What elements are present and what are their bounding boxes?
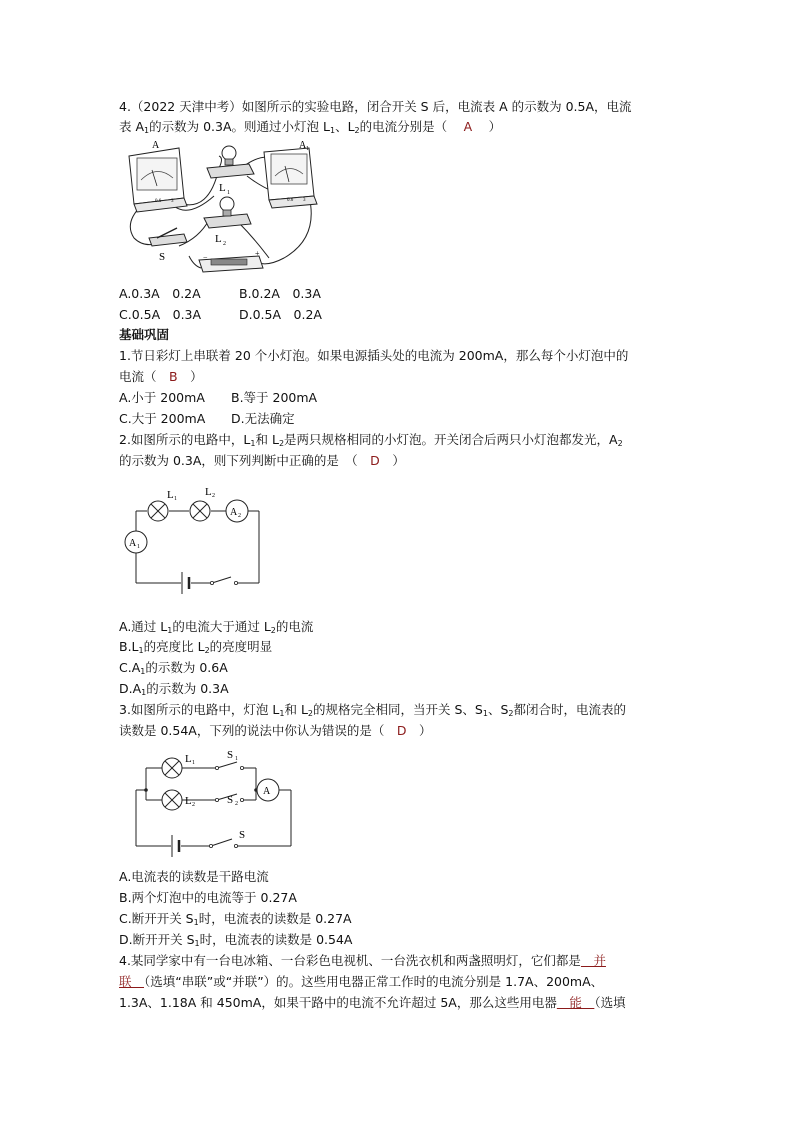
svg-text:0.6: 0.6 [287,198,294,203]
svg-text:S: S [159,251,166,263]
svg-text:3: 3 [303,198,306,203]
q3-switch-s1 [215,749,243,770]
q2-option-c: $C.A_1$的示数为 0.6A [119,660,228,676]
q2-option-d: $D.A_1$的示数为 0.3A [119,681,229,697]
svg-text:1: 1 [227,190,230,196]
q3-line2: 读数是 0.54A，下列的说法中你认为错误的是（ D ） [119,723,432,738]
ammeter-a [129,140,187,212]
q3-switch-s2 [215,794,243,807]
section-title: 基础巩固 [119,327,170,342]
q2-line2: 的示数为 0.3A，则下列判断中正确的是 （ D ） [119,453,405,468]
svg-text:1: 1 [306,146,309,152]
svg-text:S: S [227,749,234,761]
bulb-l1 [207,146,254,196]
q4-line1: 4.某同学家中有一台电冰箱、一台彩色电视机、一台洗衣机和两盏照明灯，它们都是 并 [119,953,606,968]
svg-text:2: 2 [212,493,215,499]
q4-top-circuit-figure [119,138,329,278]
svg-text:L: L [205,486,212,498]
q2-ammeter-a1 [125,531,147,553]
svg-text:3: 3 [171,199,174,204]
svg-text:L: L [185,795,192,807]
q2-line1: 2.如图所示的电路中，$L_1$和 $L_2$是两只规格相同的小灯泡。开关闭合后两只小灯泡都发光，$A_2$ [119,432,623,448]
q3-ammeter [257,779,279,801]
svg-text:2: 2 [235,801,238,807]
q3-lamp-l2 [162,790,195,810]
svg-text:2: 2 [192,802,195,808]
svg-text:1: 1 [192,760,195,766]
q3-option-a: A.电流表的读数是干路电流 [119,869,269,884]
q2-lamp-l1 [148,489,177,521]
q4-top-line1: 4.（2022 天津中考）如图所示的实验电路，闭合开关 S 后，电流表 A 的示数为 0.5A，电流 [119,99,632,114]
svg-text:L: L [219,182,226,194]
svg-text:2: 2 [238,513,241,519]
q4-blank1-cont: 联 [119,974,145,989]
q3-option-b: B.两个灯泡中的电流等于 0.27A [119,890,297,905]
q3-lamp-l1 [162,753,195,778]
q4-blank2: 能 [556,995,595,1010]
svg-text:L: L [215,233,222,245]
bulb-l2 [204,197,251,247]
svg-text:A: A [230,507,238,518]
q1-answer: B [169,369,178,384]
svg-text:S: S [239,829,246,841]
q3-option-d: D.断开开关 $S_1$时，电流表的读数是 0.54A [119,932,353,948]
svg-text:S: S [227,794,234,806]
q2-answer: D [370,453,380,468]
q3-battery [172,835,179,857]
q4-top-options-row1: A.0.3A 0.2A B.0.2A 0.3A [119,286,321,301]
svg-text:1: 1 [235,756,238,762]
q2-circuit-figure [119,483,269,608]
svg-text:L: L [185,753,192,765]
q2-option-a: A.通过 $L_1$的电流大于通过 $L_2$的电流 [119,619,314,635]
battery [199,249,263,272]
q4-line2: 联 （选填“串联”或“并联”）的。这些用电器正常工作时的电流分别是 1.7A、200mA、 [119,974,604,989]
svg-text:1: 1 [174,496,177,502]
svg-text:1: 1 [137,544,140,550]
q4-line3: 1.3A、1.18A 和 450mA，如果干路中的电流不允许超过 5A，那么这些用电器 能 （选填 [119,995,626,1010]
q1-options-row1: A.小于 200mA B.等于 200mA [119,390,318,405]
svg-text:A: A [152,140,160,151]
q3-option-c: C.断开开关 $S_1$时，电流表的读数是 0.27A [119,911,352,927]
q2-ammeter-a2 [226,500,248,522]
q3-line1: 3.如图所示的电路中，灯泡 $L_1$和 $L_2$的规格完全相同，当开关 S、$S_1$、$S_2$都闭合时，电流表的 [119,702,626,718]
svg-text:2: 2 [223,241,226,247]
q1-line2: 电流（ B ） [119,369,203,384]
svg-text:0.6: 0.6 [155,199,162,204]
svg-text:A: A [129,538,137,549]
q2-option-b: $B.L_1$的亮度比 $L_2$的亮度明显 [119,639,273,655]
ammeter-a1 [264,140,317,208]
q4-blank1: 并 [580,953,606,968]
svg-text:A: A [263,786,271,797]
svg-text:L: L [167,489,174,501]
svg-text:−: − [203,253,208,262]
q3-circuit-figure [119,748,299,860]
q4-top-line2: 表 $A_1$的示数为 0.3A。则通过小灯泡 $L_1$、$L_2$的电流分别是（ A ） [119,119,502,135]
svg-text:A: A [299,140,307,151]
q2-battery [182,572,189,594]
q2-lamp-l2 [190,486,215,521]
q1-line1: 1.节日彩灯上串联着 20 个小灯泡。如果电源插头处的电流为 200mA，那么每个小灯泡中的 [119,348,629,363]
q4-top-options-row2: C.0.5A 0.3A D.0.5A 0.2A [119,307,322,322]
q1-options-row2: C.大于 200mA D.无法确定 [119,411,295,426]
q3-answer: D [396,723,407,738]
q4-top-answer: A [463,119,473,134]
svg-text:+: + [255,249,260,258]
